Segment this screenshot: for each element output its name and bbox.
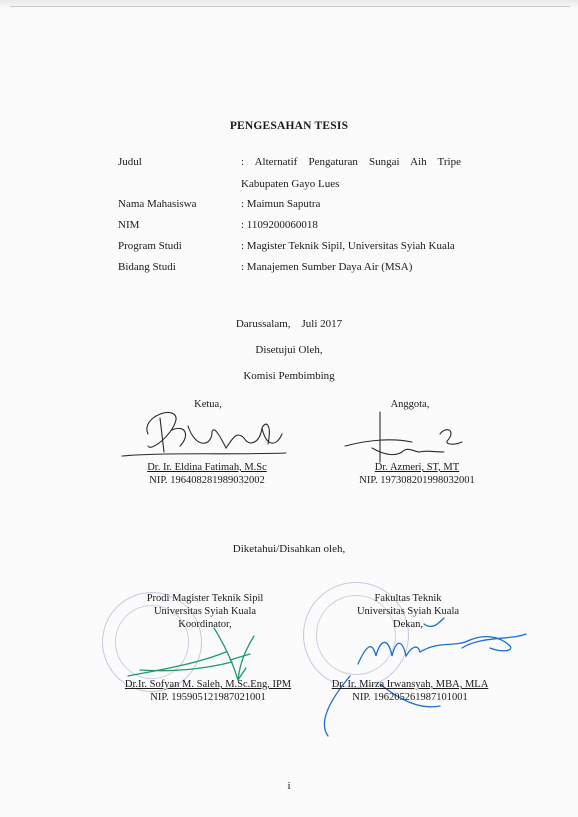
info-label: Program Studi: [118, 240, 182, 252]
chair-name: Dr. Ir. Eldina Fatimah, M.Sc: [147, 462, 267, 473]
info-value: : Magister Teknik Sipil, Universitas Syiah Kuala: [241, 240, 455, 252]
coordinator-role: Koordinator,: [178, 619, 232, 630]
member-role: Anggota,: [390, 399, 430, 410]
place-date: Darussalam, Juli 2017: [235, 318, 343, 330]
approved-by: Disetujui Oleh,: [255, 344, 323, 356]
dean-nip: NIP. 196205261987101001: [352, 692, 468, 703]
info-value: : Manajemen Sumber Daya Air (MSA): [241, 261, 413, 273]
info-label: Bidang Studi: [118, 261, 176, 273]
committee-title: Komisi Pembimbing: [243, 370, 335, 382]
page-title: PENGESAHAN TESIS: [229, 120, 349, 132]
acknowledged-title: Diketahui/Disahkan oleh,: [232, 543, 346, 555]
info-label: NIM: [118, 219, 140, 231]
dean-role: Dekan,: [392, 619, 424, 630]
coordinator-nip: NIP. 195905121987021001: [150, 692, 266, 703]
info-label: Nama Mahasiswa: [118, 198, 197, 210]
coordinator-line1: Prodi Magister Teknik Sipil: [146, 593, 264, 604]
info-label: Judul: [118, 156, 142, 168]
info-value: : Alternatif Pengaturan Sungai Aih Tripe Kabupaten Gayo Lues: [241, 156, 461, 190]
dean-line1: Fakultas Teknik: [374, 593, 442, 604]
coordinator-name: Dr.Ir. Sofyan M. Saleh, M.Sc.Eng, IPM: [124, 679, 292, 690]
dean-line2: Universitas Syiah Kuala: [356, 606, 460, 617]
member-nip: NIP. 197308201998032001: [359, 475, 475, 486]
coordinator-line2: Universitas Syiah Kuala: [153, 606, 257, 617]
dean-name: Dr. Ir. Mirza Irwansyah, MBA, MLA: [331, 679, 489, 690]
member-name: Dr. Azmeri, ST, MT: [374, 462, 460, 473]
info-value: : Maimun Saputra: [241, 198, 321, 210]
chair-role: Ketua,: [194, 399, 222, 410]
page-number: i: [287, 780, 291, 792]
info-value: : 1109200060018: [241, 219, 318, 231]
chair-nip: NIP. 196408281989032002: [149, 475, 265, 486]
